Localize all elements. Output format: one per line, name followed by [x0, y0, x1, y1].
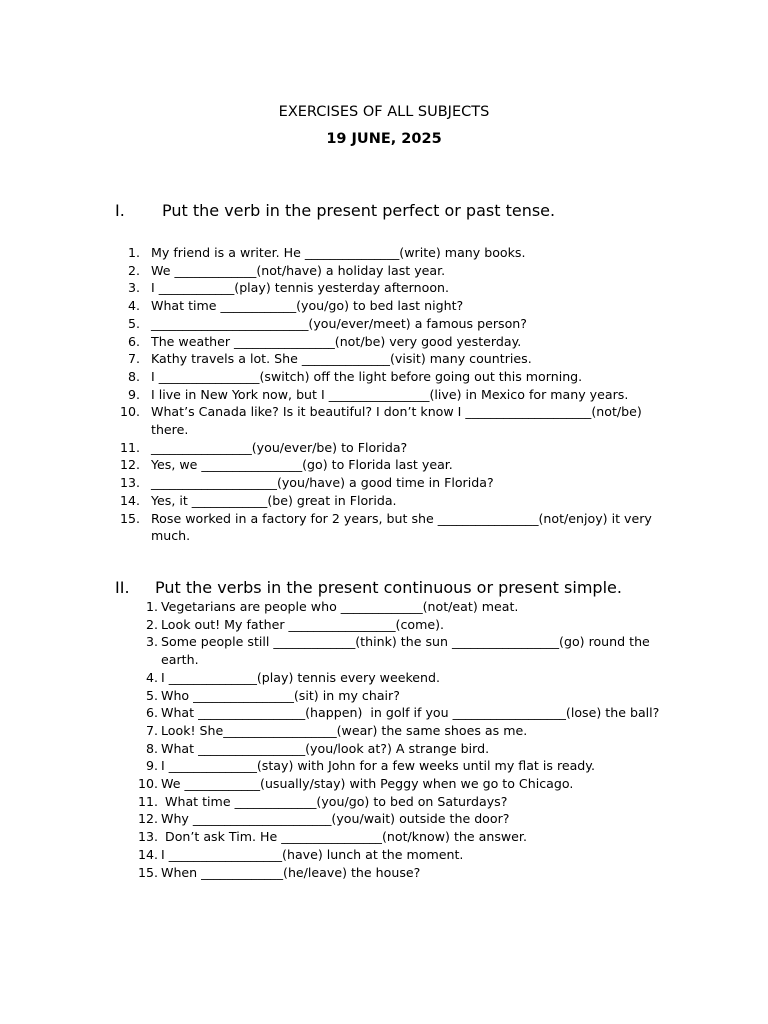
exercise-number: 2. — [127, 262, 140, 278]
exercise-text: Look out! My father _________________(come). — [161, 616, 445, 632]
exercise-item — [145, 740, 681, 758]
exercise-number: 9. — [127, 386, 140, 402]
exercise-item — [145, 598, 681, 616]
exercise-item — [127, 297, 671, 315]
section-2-instruction: Put the verbs in the present continuous or present simple. — [155, 578, 622, 597]
document-title: EXERCISES OF ALL SUBJECTS — [278, 104, 490, 120]
exercise-item — [145, 722, 681, 740]
exercise-number: 13. — [137, 829, 158, 845]
exercise-item — [137, 846, 681, 864]
exercise-number: 13. — [119, 475, 140, 491]
exercise-number: 10. — [119, 404, 140, 420]
section-1-list — [119, 244, 671, 545]
exercise-item — [119, 439, 671, 457]
section-2-list — [137, 598, 681, 881]
exercise-number: 7. — [145, 722, 158, 738]
exercise-number: 15. — [119, 510, 140, 526]
exercise-item — [137, 810, 681, 828]
section-2-number: II. — [115, 578, 130, 597]
exercise-text: ________________(you/ever/be) to Florida? — [151, 439, 408, 455]
exercise-item — [137, 864, 681, 882]
exercise-number: 8. — [127, 368, 140, 384]
exercise-text: My friend is a writer. He _______________(write) many books. — [151, 245, 526, 260]
exercise-item — [119, 474, 671, 492]
exercise-text: _________________________(you/ever/meet) a famous person? — [151, 315, 527, 331]
exercise-text: When _____________(he/leave) the house? — [161, 864, 421, 880]
exercise-number: 7. — [127, 351, 140, 367]
exercise-number: 10. — [137, 776, 158, 792]
exercise-item — [145, 757, 681, 775]
section-1-number: I. — [115, 201, 125, 220]
exercise-text: What _________________(happen) in golf if you __________________(lose) the ball? — [161, 705, 660, 721]
exercise-text: Rose worked in a factory for 2 years, but she ________________(not/enjoy) it very much. — [151, 510, 656, 544]
exercise-number: 3. — [145, 634, 158, 650]
exercise-number: 14. — [137, 846, 158, 862]
exercise-text: Yes, it ____________(be) great in Florida. — [151, 492, 397, 508]
exercise-text: I ______________(stay) with John for a few weeks until my flat is ready. — [161, 758, 595, 774]
exercise-number: 1. — [127, 245, 140, 260]
exercise-text: I __________________(have) lunch at the moment. — [161, 846, 464, 862]
exercise-item — [127, 279, 671, 297]
exercise-number: 6. — [127, 333, 140, 349]
exercise-text: Look! She__________________(wear) the same shoes as me. — [161, 722, 528, 738]
exercise-number: 5. — [127, 315, 140, 331]
exercise-number: 11. — [137, 793, 158, 809]
exercise-item — [127, 386, 671, 404]
exercise-number: 5. — [145, 687, 158, 703]
exercise-text: What’s Canada like? Is it beautiful? I don’t know I ____________________(not/be) there. — [151, 404, 646, 438]
exercise-text: Vegetarians are people who _____________(not/eat) meat. — [161, 599, 519, 614]
exercise-text: What time _____________(you/go) to bed on Saturdays? — [161, 793, 508, 809]
document-date: 19 JUNE, 2025 — [326, 131, 442, 147]
section-1-instruction: Put the verb in the present perfect or past tense. — [162, 201, 556, 220]
exercise-item — [119, 456, 671, 474]
exercise-number: 15. — [137, 864, 158, 880]
exercise-text: Who ________________(sit) in my chair? — [161, 687, 400, 703]
exercise-text: I ____________(play) tennis yesterday afternoon. — [151, 280, 450, 296]
exercise-item — [145, 687, 681, 705]
exercise-number: 3. — [127, 280, 140, 296]
exercise-item — [145, 616, 681, 634]
exercise-text: What _________________(you/look at?) A strange bird. — [161, 740, 490, 756]
exercise-item — [127, 350, 671, 368]
exercise-number: 11. — [119, 439, 140, 455]
exercise-number: 9. — [145, 758, 158, 774]
exercise-item — [119, 403, 671, 438]
exercise-item — [119, 510, 671, 545]
exercise-number: 2. — [145, 616, 158, 632]
exercise-item — [137, 793, 681, 811]
exercise-number: 1. — [145, 599, 158, 614]
exercise-text: Yes, we ________________(go) to Florida last year. — [151, 457, 453, 473]
exercise-item — [127, 244, 671, 262]
exercise-item — [145, 704, 681, 722]
exercise-number: 6. — [145, 705, 158, 721]
exercise-text: We ____________(usually/stay) with Peggy when we go to Chicago. — [161, 776, 574, 792]
exercise-item — [119, 492, 671, 510]
exercise-item — [127, 315, 671, 333]
exercise-number: 4. — [145, 669, 158, 685]
exercise-text: Don’t ask Tim. He ________________(not/know) the answer. — [161, 829, 527, 845]
exercise-item — [137, 828, 681, 846]
exercise-item — [137, 775, 681, 793]
exercise-text: I ________________(switch) off the light before going out this morning. — [151, 368, 583, 384]
exercise-text: ____________________(you/have) a good time in Florida? — [151, 475, 494, 491]
exercise-item — [127, 368, 671, 386]
exercise-number: 14. — [119, 492, 140, 508]
exercise-number: 8. — [145, 740, 158, 756]
exercise-text: Some people still _____________(think) the sun _________________(go) round the earth. — [161, 634, 654, 668]
exercise-number: 12. — [119, 457, 140, 473]
exercise-text: The weather ________________(not/be) very good yesterday. — [151, 333, 522, 349]
exercise-text: Kathy travels a lot. She ______________(visit) many countries. — [151, 351, 532, 367]
exercise-item — [127, 262, 671, 280]
exercise-text: I live in New York now, but I ________________(live) in Mexico for many years. — [151, 386, 629, 402]
exercise-text: What time ____________(you/go) to bed last night? — [151, 298, 464, 314]
exercise-item — [145, 669, 681, 687]
exercise-item — [145, 633, 681, 668]
exercise-text: We _____________(not/have) a holiday last year. — [151, 262, 446, 278]
exercise-number: 4. — [127, 298, 140, 314]
exercise-number: 12. — [137, 811, 158, 827]
exercise-text: Why ______________________(you/wait) outside the door? — [161, 811, 510, 827]
exercise-item — [127, 333, 671, 351]
exercise-text: I ______________(play) tennis every weekend. — [161, 669, 441, 685]
